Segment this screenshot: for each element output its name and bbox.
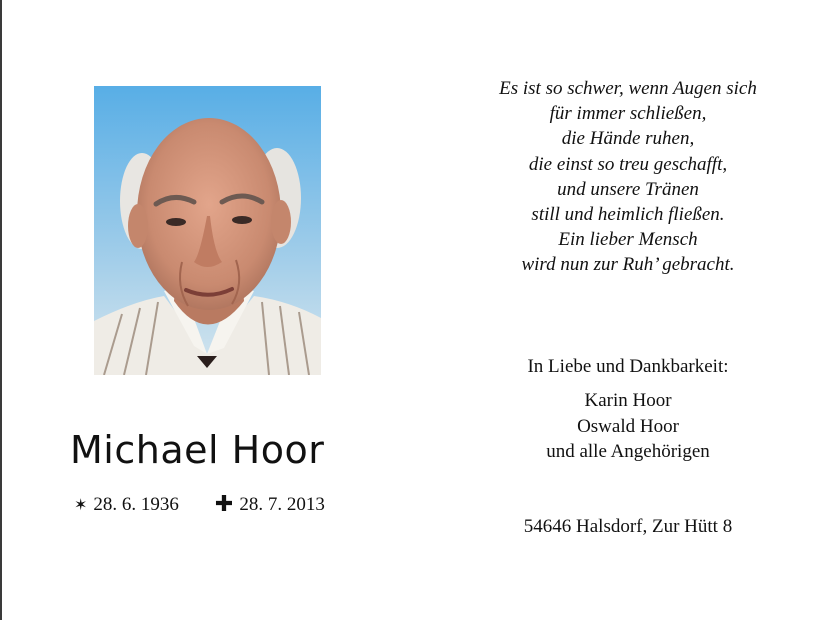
family-member: und alle Angehörigen xyxy=(546,441,710,462)
star-icon: ✶ xyxy=(74,495,88,514)
family-address: 54646 Halsdorf, Zur Hütt 8 xyxy=(523,516,733,537)
portrait-illustration xyxy=(94,86,321,375)
poem-line: Ein lieber Mensch xyxy=(558,229,698,251)
poem-line: wird nun zur Ruh’ gebracht. xyxy=(521,254,735,276)
poem-line: die einst so treu geschafft, xyxy=(528,153,728,175)
death-date: 28. 7. 2013 xyxy=(239,493,325,515)
family-member: Karin Hoor xyxy=(584,390,672,411)
poem-line: die Hände ruhen, xyxy=(561,128,695,150)
poem-line: Es ist so schwer, wenn Augen sich xyxy=(499,78,757,99)
portrait-photo xyxy=(94,86,321,375)
birth-date: 28. 6. 1936 xyxy=(93,493,179,515)
family-list xyxy=(448,388,808,465)
deceased-name: Michael Hoor xyxy=(70,428,325,472)
family-member: Oswald Hoor xyxy=(577,415,679,437)
card-edge-line xyxy=(0,0,2,620)
memorial-poem xyxy=(448,76,808,278)
cross-icon: ✚ xyxy=(214,492,234,517)
thanks-heading: In Liebe und Dankbarkeit: xyxy=(527,356,729,377)
life-dates xyxy=(74,492,325,517)
poem-line: still und heimlich fließen. xyxy=(531,204,725,226)
poem-line: für immer schließen, xyxy=(549,103,707,125)
poem-line: und unsere Tränen xyxy=(557,178,699,200)
